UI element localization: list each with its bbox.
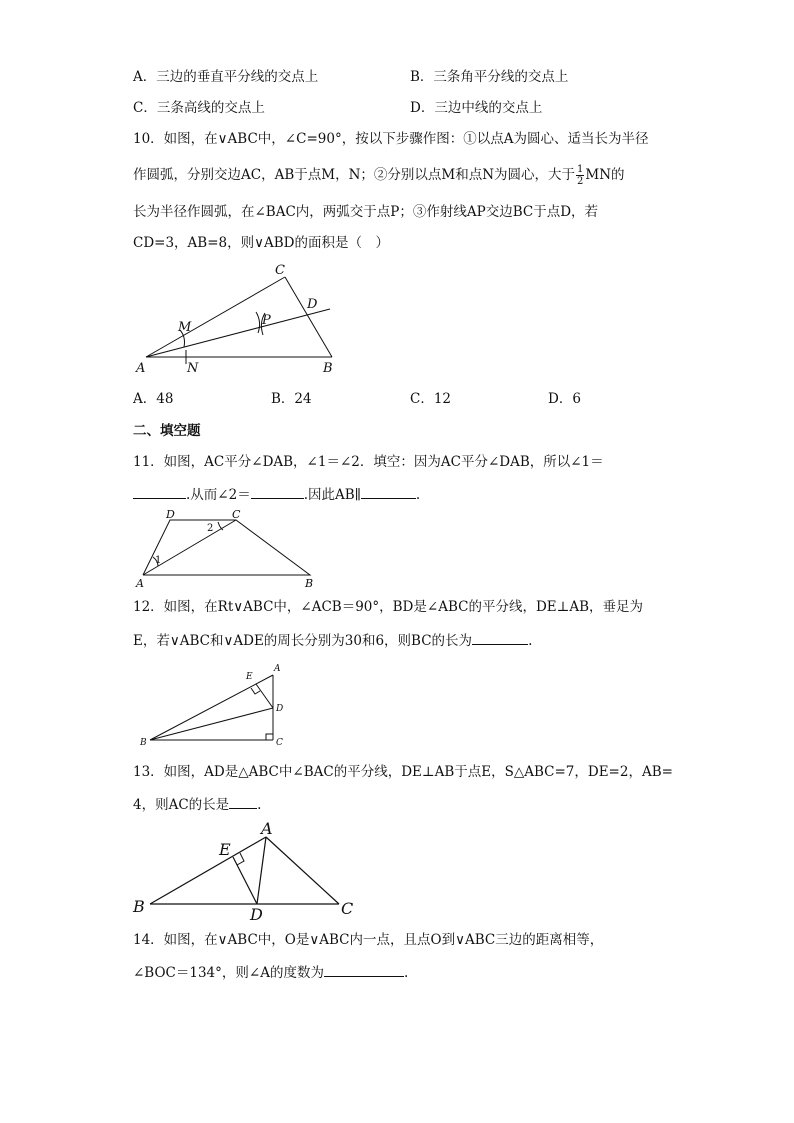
q9-option-c: C．三条高线的交点上 [133, 100, 265, 116]
q10-line-2-end: MN的 [585, 167, 625, 183]
section-2-title: 二、填空题 [133, 423, 201, 439]
q10-label-p: P [262, 313, 271, 328]
q11-label-angle-2: 2 [207, 523, 214, 534]
q10-label-b: B [323, 361, 333, 376]
q12-line-2-text: E，若∨ABC和∨ADE的周长分别为30和6，则BC的长为 [133, 633, 473, 649]
q12-label-c: C [276, 738, 283, 748]
q14-line-2 [133, 962, 408, 982]
q10-line-3: 长为半径作圆弧，在∠BAC内，两弧交于点P；③作射线AP交边BC于点D，若 [133, 204, 599, 220]
q10-line-1: 10．如图，在∨ABC中，∠C=90°，按以下步骤作图：①以点A为圆心、适当长为半径 [133, 131, 649, 147]
q12-label-a: A [274, 664, 281, 674]
q10-option-c: C．12 [410, 391, 452, 407]
q14-line-2-text: ∠BOC＝134°，则∠A的度数为 [133, 965, 324, 981]
q10-label-m: M [178, 320, 192, 335]
q11-label-a: A [136, 577, 144, 590]
q11-label-c: C [232, 508, 241, 521]
q9-option-b: B．三条角平分线的交点上 [410, 69, 569, 85]
q13-label-a: A [261, 819, 273, 838]
q10-line-4: CD=3，AB=8，则∨ABD的面积是（ ） [133, 235, 389, 251]
q11-line-2-end: . [415, 487, 421, 503]
q12-line-1: 12．如图，在Rt∨ABC中，∠ACB＝90°，BD是∠ABC的平分线，DE⊥AB，垂足为 [133, 599, 643, 615]
q10-fraction-numerator: 1 [577, 164, 584, 175]
q14-line-1: 14．如图，在∨ABC中，O是∨ABC内一点，且点O到∨ABC三边的距离相等， [133, 932, 604, 948]
q11-line-1: 11．如图，AC平分∠DAB，∠1＝∠2．填空：因为AC平分∠DAB，所以∠1＝ [133, 454, 604, 470]
q10-label-n: N [187, 361, 199, 376]
q10-label-a: A [136, 361, 146, 376]
q11-line-2-part-3: .因此AB∥ [303, 487, 361, 503]
q12-label-d: D [276, 704, 284, 714]
q12-label-e: E [246, 672, 253, 682]
q11-label-b: B [305, 577, 314, 590]
q13-line-2-text: 4，则AC的长是 [133, 797, 230, 813]
q13-label-d: D [250, 905, 263, 924]
q10-option-b: B．24 [271, 391, 312, 407]
q14-blank[interactable] [324, 962, 404, 977]
q10-line-2-text: 作圆弧，分别交边AC，AB于点M，N；②分别以点M和点N为圆心，大于 [133, 167, 576, 183]
q11-line-2-part-2: .从而∠2＝ [186, 487, 251, 503]
q10-option-a: A．48 [133, 391, 174, 407]
q9-option-a: A．三边的垂直平分线的交点上 [133, 69, 319, 85]
q14-line-2-end: . [403, 965, 409, 981]
q13-line-1: 13．如图，AD是△ABC中∠BAC的平分线，DE⊥AB于点E，S△ABC=7，DE=2，AB= [133, 764, 673, 780]
q10-label-d: D [307, 297, 318, 312]
q11-label-angle-1: 1 [155, 555, 162, 566]
q10-fraction-denominator: 2 [577, 176, 584, 187]
q13-line-2-end: . [257, 797, 262, 813]
q13-label-e: E [219, 840, 231, 859]
q13-label-b: B [133, 897, 145, 916]
q10-option-d: D．6 [548, 391, 581, 407]
q12-line-2-end: . [528, 633, 533, 649]
q13-label-c: C [341, 899, 354, 918]
q11-label-d: D [166, 508, 175, 521]
q9-option-d: D．三边中线的交点上 [410, 100, 543, 116]
q12-label-b: B [140, 738, 147, 748]
q10-label-c: C [275, 263, 285, 278]
